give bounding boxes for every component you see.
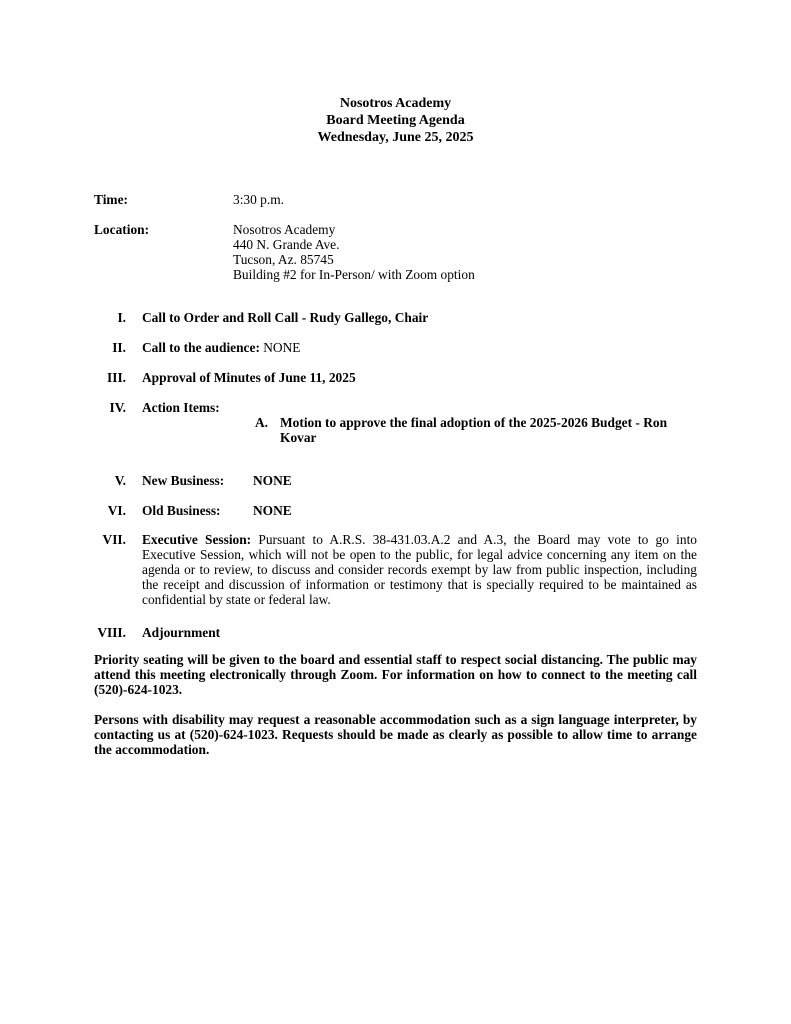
agenda-item-adjournment <box>86 625 697 640</box>
accessibility-notice: Persons with disability may request a reasonable accommodation such as a sign language interpreter, by contacting us at (520)-624-1023. Requests should be made as clearly as possible to allow time to arrange the accommodation. <box>94 712 697 757</box>
location-label: Location: <box>94 222 150 237</box>
item-title: Action Items: <box>142 400 220 415</box>
item-value: NONE <box>253 473 292 488</box>
item-title: Approval of Minutes of June 11, 2025 <box>142 370 356 385</box>
location-line-org: Nosotros Academy <box>233 222 336 237</box>
document-title: Board Meeting Agenda <box>326 113 465 128</box>
item-numeral: I. <box>117 310 126 325</box>
agenda-item-executive-session <box>86 532 697 607</box>
item-title: New Business: <box>142 473 225 488</box>
item-numeral: V. <box>114 473 126 488</box>
agenda-item-old-business <box>86 503 697 518</box>
item-content <box>142 473 697 488</box>
item-numeral: II. <box>112 340 126 355</box>
location-value <box>233 222 697 282</box>
agenda-item-call-to-audience <box>86 340 697 355</box>
item-numeral: VII. <box>102 532 126 547</box>
location-line-street: 440 N. Grande Ave. <box>233 237 340 252</box>
item-body: Pursuant to A.R.S. 38-431.03.A.2 and A.3, the Board may vote to go into Executive Session, which will not be open to the public, for legal advice concerning any item on the agenda or to review, to discuss and consider records exempt by law from public inspection, including the receipt and discussion of information or testimony that is specially required to be maintained as confidential by state or federal law. <box>142 532 697 607</box>
item-numeral: III. <box>107 370 126 385</box>
agenda-list <box>94 310 697 640</box>
item-value: NONE <box>263 340 301 355</box>
item-content <box>142 340 697 355</box>
item-value: NONE <box>253 503 292 518</box>
item-numeral: IV. <box>109 400 126 415</box>
org-name: Nosotros Academy <box>339 96 452 111</box>
item-title: Call to the audience: <box>142 340 260 355</box>
item-content <box>142 503 697 518</box>
time-row <box>94 192 697 207</box>
time-value: 3:30 p.m. <box>233 192 284 207</box>
agenda-item-new-business <box>86 473 697 488</box>
item-title: Old Business: <box>142 503 221 518</box>
item-title: Adjournment <box>142 625 221 640</box>
location-line-building: Building #2 for In-Person/ with Zoom option <box>233 267 475 282</box>
sub-item-label: A. <box>255 415 269 430</box>
agenda-item-approval-of-minutes <box>86 370 697 385</box>
meeting-info <box>94 192 697 282</box>
document-header <box>94 95 697 146</box>
time-label: Time: <box>94 192 128 207</box>
sub-item-text: Motion to approve the final adoption of the 2025-2026 Budget - Ron Kovar <box>280 415 668 445</box>
item-title: Call to Order and Roll Call - Rudy Gallego, Chair <box>142 310 429 325</box>
action-item-a <box>142 415 697 445</box>
meeting-date: Wednesday, June 25, 2025 <box>317 130 474 145</box>
item-content <box>142 400 697 445</box>
item-numeral: VIII. <box>97 625 126 640</box>
item-numeral: VI. <box>107 503 126 518</box>
item-content <box>142 532 697 607</box>
location-line-city: Tucson, Az. 85745 <box>233 252 334 267</box>
location-row <box>94 222 697 282</box>
item-title: Executive Session: <box>142 532 252 547</box>
agenda-item-action-items <box>86 400 697 445</box>
agenda-item-call-to-order <box>86 310 697 325</box>
priority-seating-notice: Priority seating will be given to the board and essential staff to respect social distancing. The public may attend this meeting electronically through Zoom. For information on how to connect to the meeting call (520)-624-1023. <box>94 652 697 697</box>
